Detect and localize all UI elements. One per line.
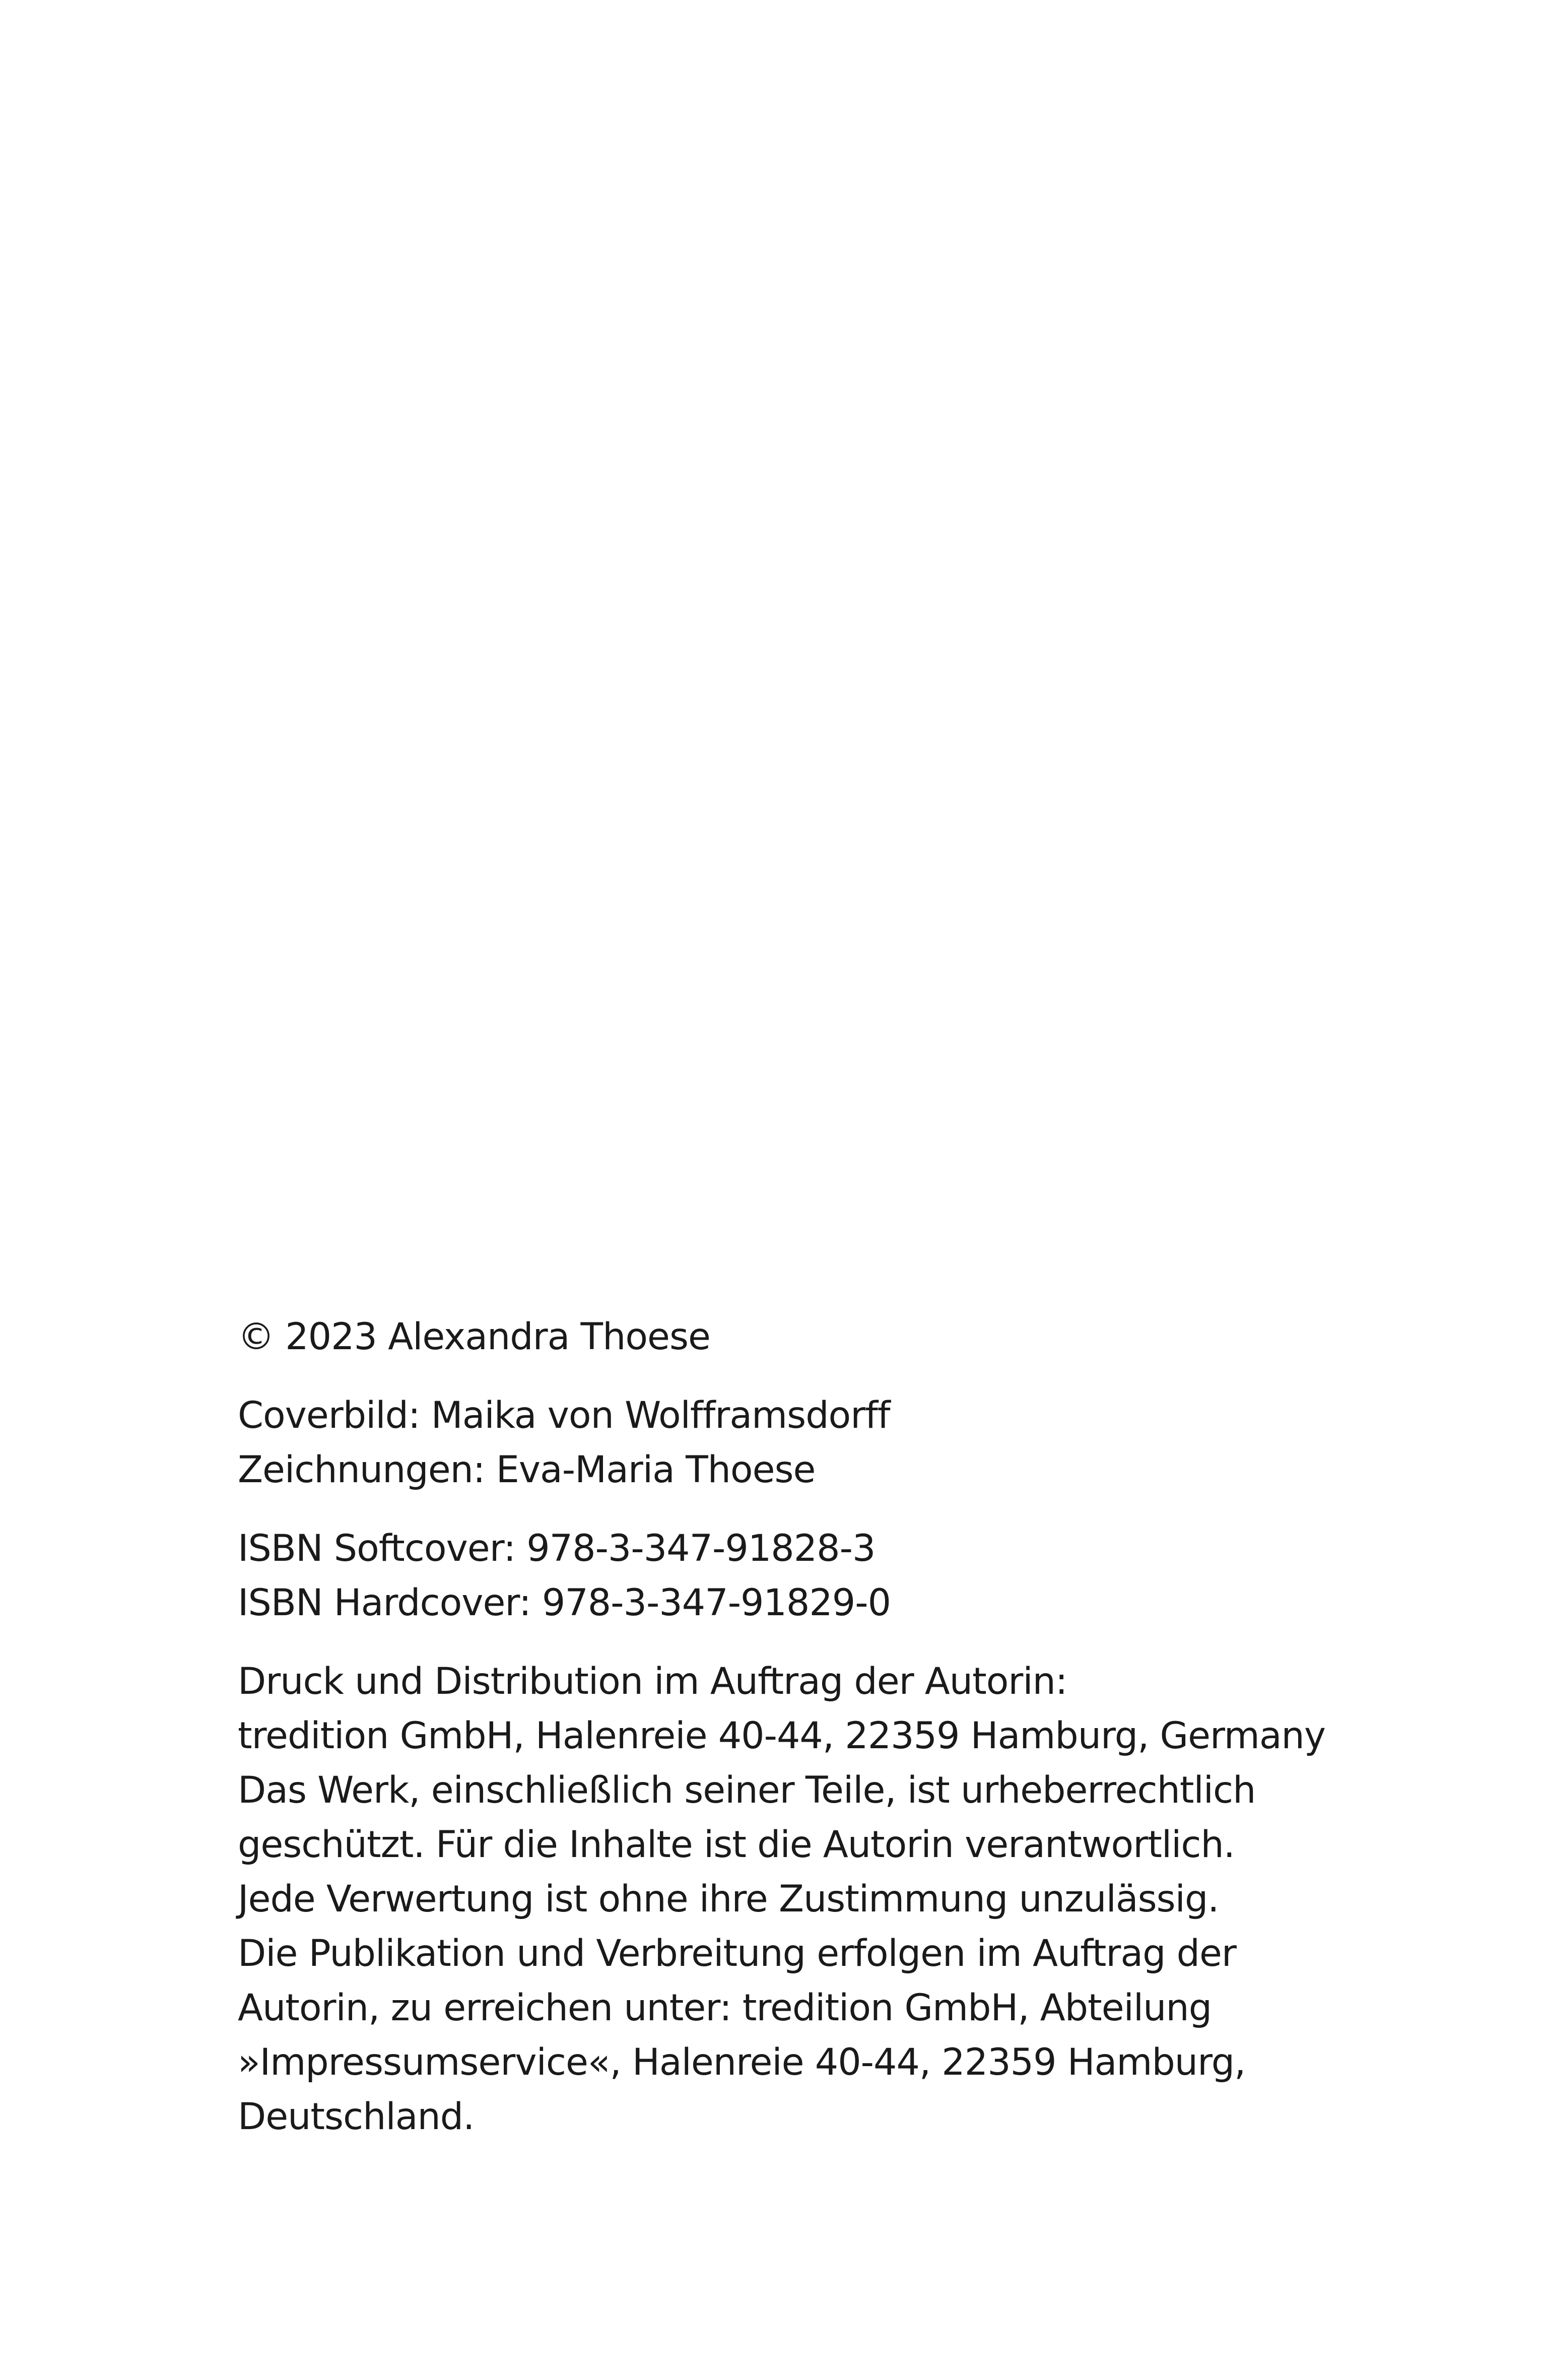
legal-line: tredition GmbH, Halenreie 40-44, 22359 Hamburg, Germany (238, 1714, 1326, 1757)
legal-line: Das Werk, einschließlich seiner Teile, ist urheberrechtlich (238, 1769, 1256, 1812)
legal-line: Die Publikation und Verbreitung erfolgen im Auftrag der (238, 1932, 1236, 1975)
legal-line: Druck und Distribution im Auftrag der Autorin: (238, 1660, 1067, 1703)
isbn-softcover-line: ISBN Softcover: 978-3-347-91828-3 (238, 1527, 876, 1570)
legal-line: Deutschland. (238, 2095, 475, 2138)
imprint-block (238, 1310, 1396, 2168)
cover-credit-line: Coverbild: Maika von Wolfframsdorff (238, 1394, 890, 1437)
drawings-credit-line: Zeichnungen: Eva-Maria Thoese (238, 1448, 816, 1491)
legal-line: Autorin, zu erreichen unter: tredition GmbH, Abteilung (238, 1987, 1212, 2029)
legal-line: geschützt. Für die Inhalte ist die Autorin verantwortlich. (238, 1823, 1235, 1866)
legal-block (238, 1655, 1396, 2144)
copyright-line: © 2023 Alexandra Thoese (238, 1315, 710, 1358)
copyright-block (238, 1310, 1396, 1364)
legal-line: Jede Verwertung ist ohne ihre Zustimmung unzulässig. (238, 1878, 1219, 1921)
legal-line: »Impressumservice«, Halenreie 40-44, 22359 Hamburg, (238, 2041, 1246, 2084)
credits-block (238, 1389, 1396, 1497)
isbn-hardcover-line: ISBN Hardcover: 978-3-347-91829-0 (238, 1581, 891, 1624)
isbn-block (238, 1522, 1396, 1630)
